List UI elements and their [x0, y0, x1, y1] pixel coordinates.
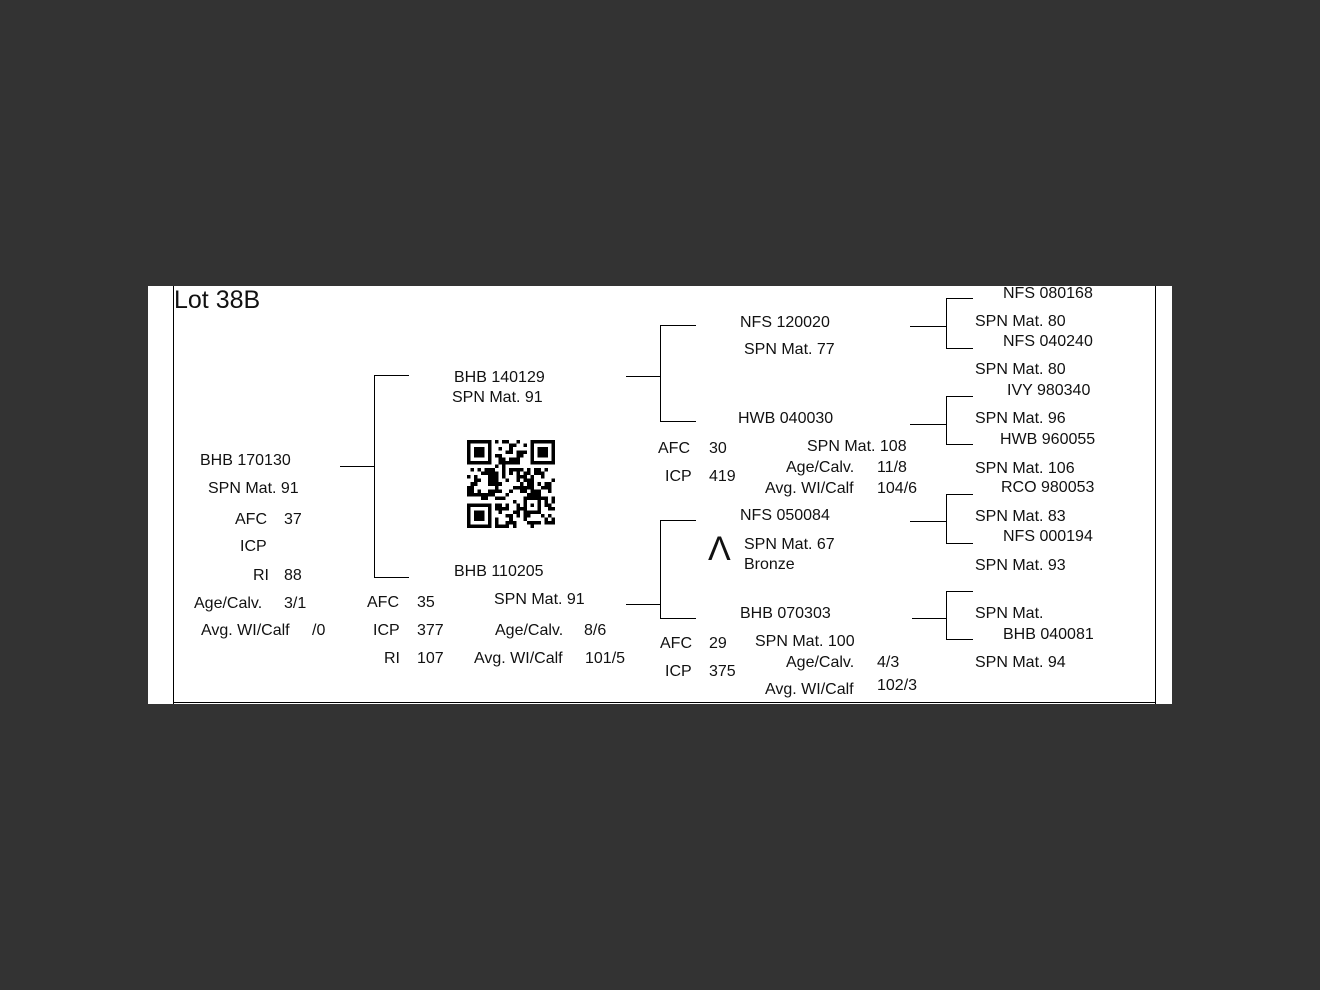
connector-line	[910, 424, 946, 425]
animal-avgwi-value: /0	[312, 622, 326, 639]
dam-agecalv-label: Age/Calv.	[495, 622, 564, 639]
dam-afc-label: AFC	[367, 594, 399, 611]
gg-1-spn: SPN Mat. 80	[975, 313, 1066, 330]
pedigree-sheet	[148, 286, 1172, 704]
connector-line	[626, 376, 660, 377]
dam-avgwi-label: Avg. WI/Calf	[474, 650, 563, 667]
connector-line	[910, 326, 946, 327]
dam-dam-afc-label: AFC	[660, 635, 692, 652]
dam-icp-value: 377	[417, 622, 444, 639]
connector-line	[340, 466, 374, 467]
connector-line	[946, 396, 947, 445]
dam-afc-value: 35	[417, 594, 435, 611]
connector-line	[660, 325, 696, 326]
gg-8-spn: SPN Mat. 94	[975, 654, 1066, 671]
frame-right-border	[1155, 286, 1156, 704]
sire-dam-agecalv-value: 11/8	[877, 459, 907, 476]
animal-icp-label: ICP	[240, 538, 267, 555]
dam-icp-label: ICP	[373, 622, 400, 639]
animal-spn: SPN Mat. 91	[208, 480, 299, 497]
connector-line	[660, 421, 696, 422]
connector-line	[946, 639, 973, 640]
animal-agecalv-label: Age/Calv.	[194, 595, 263, 612]
gg-2-id: NFS 040240	[1003, 333, 1093, 350]
dam-dam-icp-label: ICP	[665, 663, 692, 680]
gg-5-spn: SPN Mat. 83	[975, 508, 1066, 525]
dam-dam-icp-value: 375	[709, 663, 736, 680]
sire-dam-spn: SPN Mat. 108	[807, 438, 907, 455]
connector-line	[946, 591, 973, 592]
dam-dam-id: BHB 070303	[740, 605, 831, 622]
connector-line	[946, 494, 947, 544]
gg-2-spn: SPN Mat. 80	[975, 361, 1066, 378]
sire-dam-icp-label: ICP	[665, 468, 692, 485]
sire-dam-id: HWB 040030	[738, 410, 834, 427]
gg-5-id: RCO 980053	[1001, 479, 1095, 496]
sire-dam-afc-label: AFC	[658, 440, 690, 457]
gg-4-spn: SPN Mat. 106	[975, 460, 1075, 477]
dam-spn: SPN Mat. 91	[494, 591, 585, 608]
animal-afc-value: 37	[284, 511, 302, 528]
connector-line	[374, 375, 375, 578]
dam-sire-award: Bronze	[744, 556, 795, 573]
dam-dam-agecalv-value: 4/3	[877, 654, 900, 671]
dam-sire-spn: SPN Mat. 67	[744, 536, 835, 553]
gg-4-id: HWB 960055	[1000, 431, 1096, 448]
connector-line	[946, 348, 973, 349]
connector-line	[374, 375, 409, 376]
animal-id: BHB 170130	[200, 452, 291, 469]
dam-sire-id: NFS 050084	[740, 507, 830, 524]
dam-dam-avgwi-value: 102/3	[877, 677, 918, 694]
dam-dam-avgwi-label: Avg. WI/Calf	[765, 681, 854, 698]
lot-title: Lot 38B	[174, 286, 261, 314]
gg-6-spn: SPN Mat. 93	[975, 557, 1066, 574]
connector-line	[946, 298, 973, 299]
sire-dam-icp-value: 419	[709, 468, 736, 485]
sire-sire-id: NFS 120020	[740, 314, 830, 331]
connector-line	[946, 543, 973, 544]
dam-dam-agecalv-label: Age/Calv.	[786, 654, 855, 671]
dam-ri-value: 107	[417, 650, 444, 667]
connector-line	[946, 494, 973, 495]
dam-sire-mark: Λ	[708, 530, 731, 568]
gg-1-id: NFS 080168	[1003, 286, 1093, 302]
gg-6-id: NFS 000194	[1003, 528, 1093, 545]
connector-line	[660, 618, 696, 619]
sire-id: BHB 140129	[454, 369, 545, 386]
dam-avgwi-value: 101/5	[585, 650, 626, 667]
gg-7-spn: SPN Mat.	[975, 605, 1044, 622]
sire-dam-avgwi-value: 104/6	[877, 480, 918, 497]
animal-agecalv-value: 3/1	[284, 595, 307, 612]
connector-line	[660, 520, 661, 619]
gg-8-id: BHB 040081	[1003, 626, 1094, 643]
connector-line	[626, 604, 660, 605]
sire-sire-spn: SPN Mat. 77	[744, 341, 835, 358]
connector-line	[660, 325, 661, 422]
animal-ri-value: 88	[284, 567, 302, 584]
connector-line	[946, 444, 973, 445]
gg-3-spn: SPN Mat. 96	[975, 410, 1066, 427]
frame-left-border	[173, 286, 174, 704]
animal-avgwi-label: Avg. WI/Calf	[201, 622, 290, 639]
connector-line	[946, 591, 947, 640]
dam-id: BHB 110205	[454, 563, 544, 580]
dam-agecalv-value: 8/6	[584, 622, 607, 639]
connector-line	[912, 618, 946, 619]
sire-spn: SPN Mat. 91	[452, 389, 543, 406]
frame-bottom-border	[173, 702, 1156, 703]
connector-line	[946, 298, 947, 349]
dam-dam-afc-value: 29	[709, 635, 727, 652]
connector-line	[660, 520, 696, 521]
sire-dam-avgwi-label: Avg. WI/Calf	[765, 480, 854, 497]
connector-line	[910, 521, 946, 522]
connector-line	[374, 577, 409, 578]
qr-code-icon	[467, 440, 555, 528]
dam-dam-spn: SPN Mat. 100	[755, 633, 855, 650]
sire-dam-afc-value: 30	[709, 440, 727, 457]
connector-line	[946, 396, 973, 397]
animal-afc-label: AFC	[235, 511, 267, 528]
gg-3-id: IVY 980340	[1007, 382, 1091, 399]
dam-ri-label: RI	[384, 650, 400, 667]
sire-dam-agecalv-label: Age/Calv.	[786, 459, 855, 476]
animal-ri-label: RI	[253, 567, 269, 584]
